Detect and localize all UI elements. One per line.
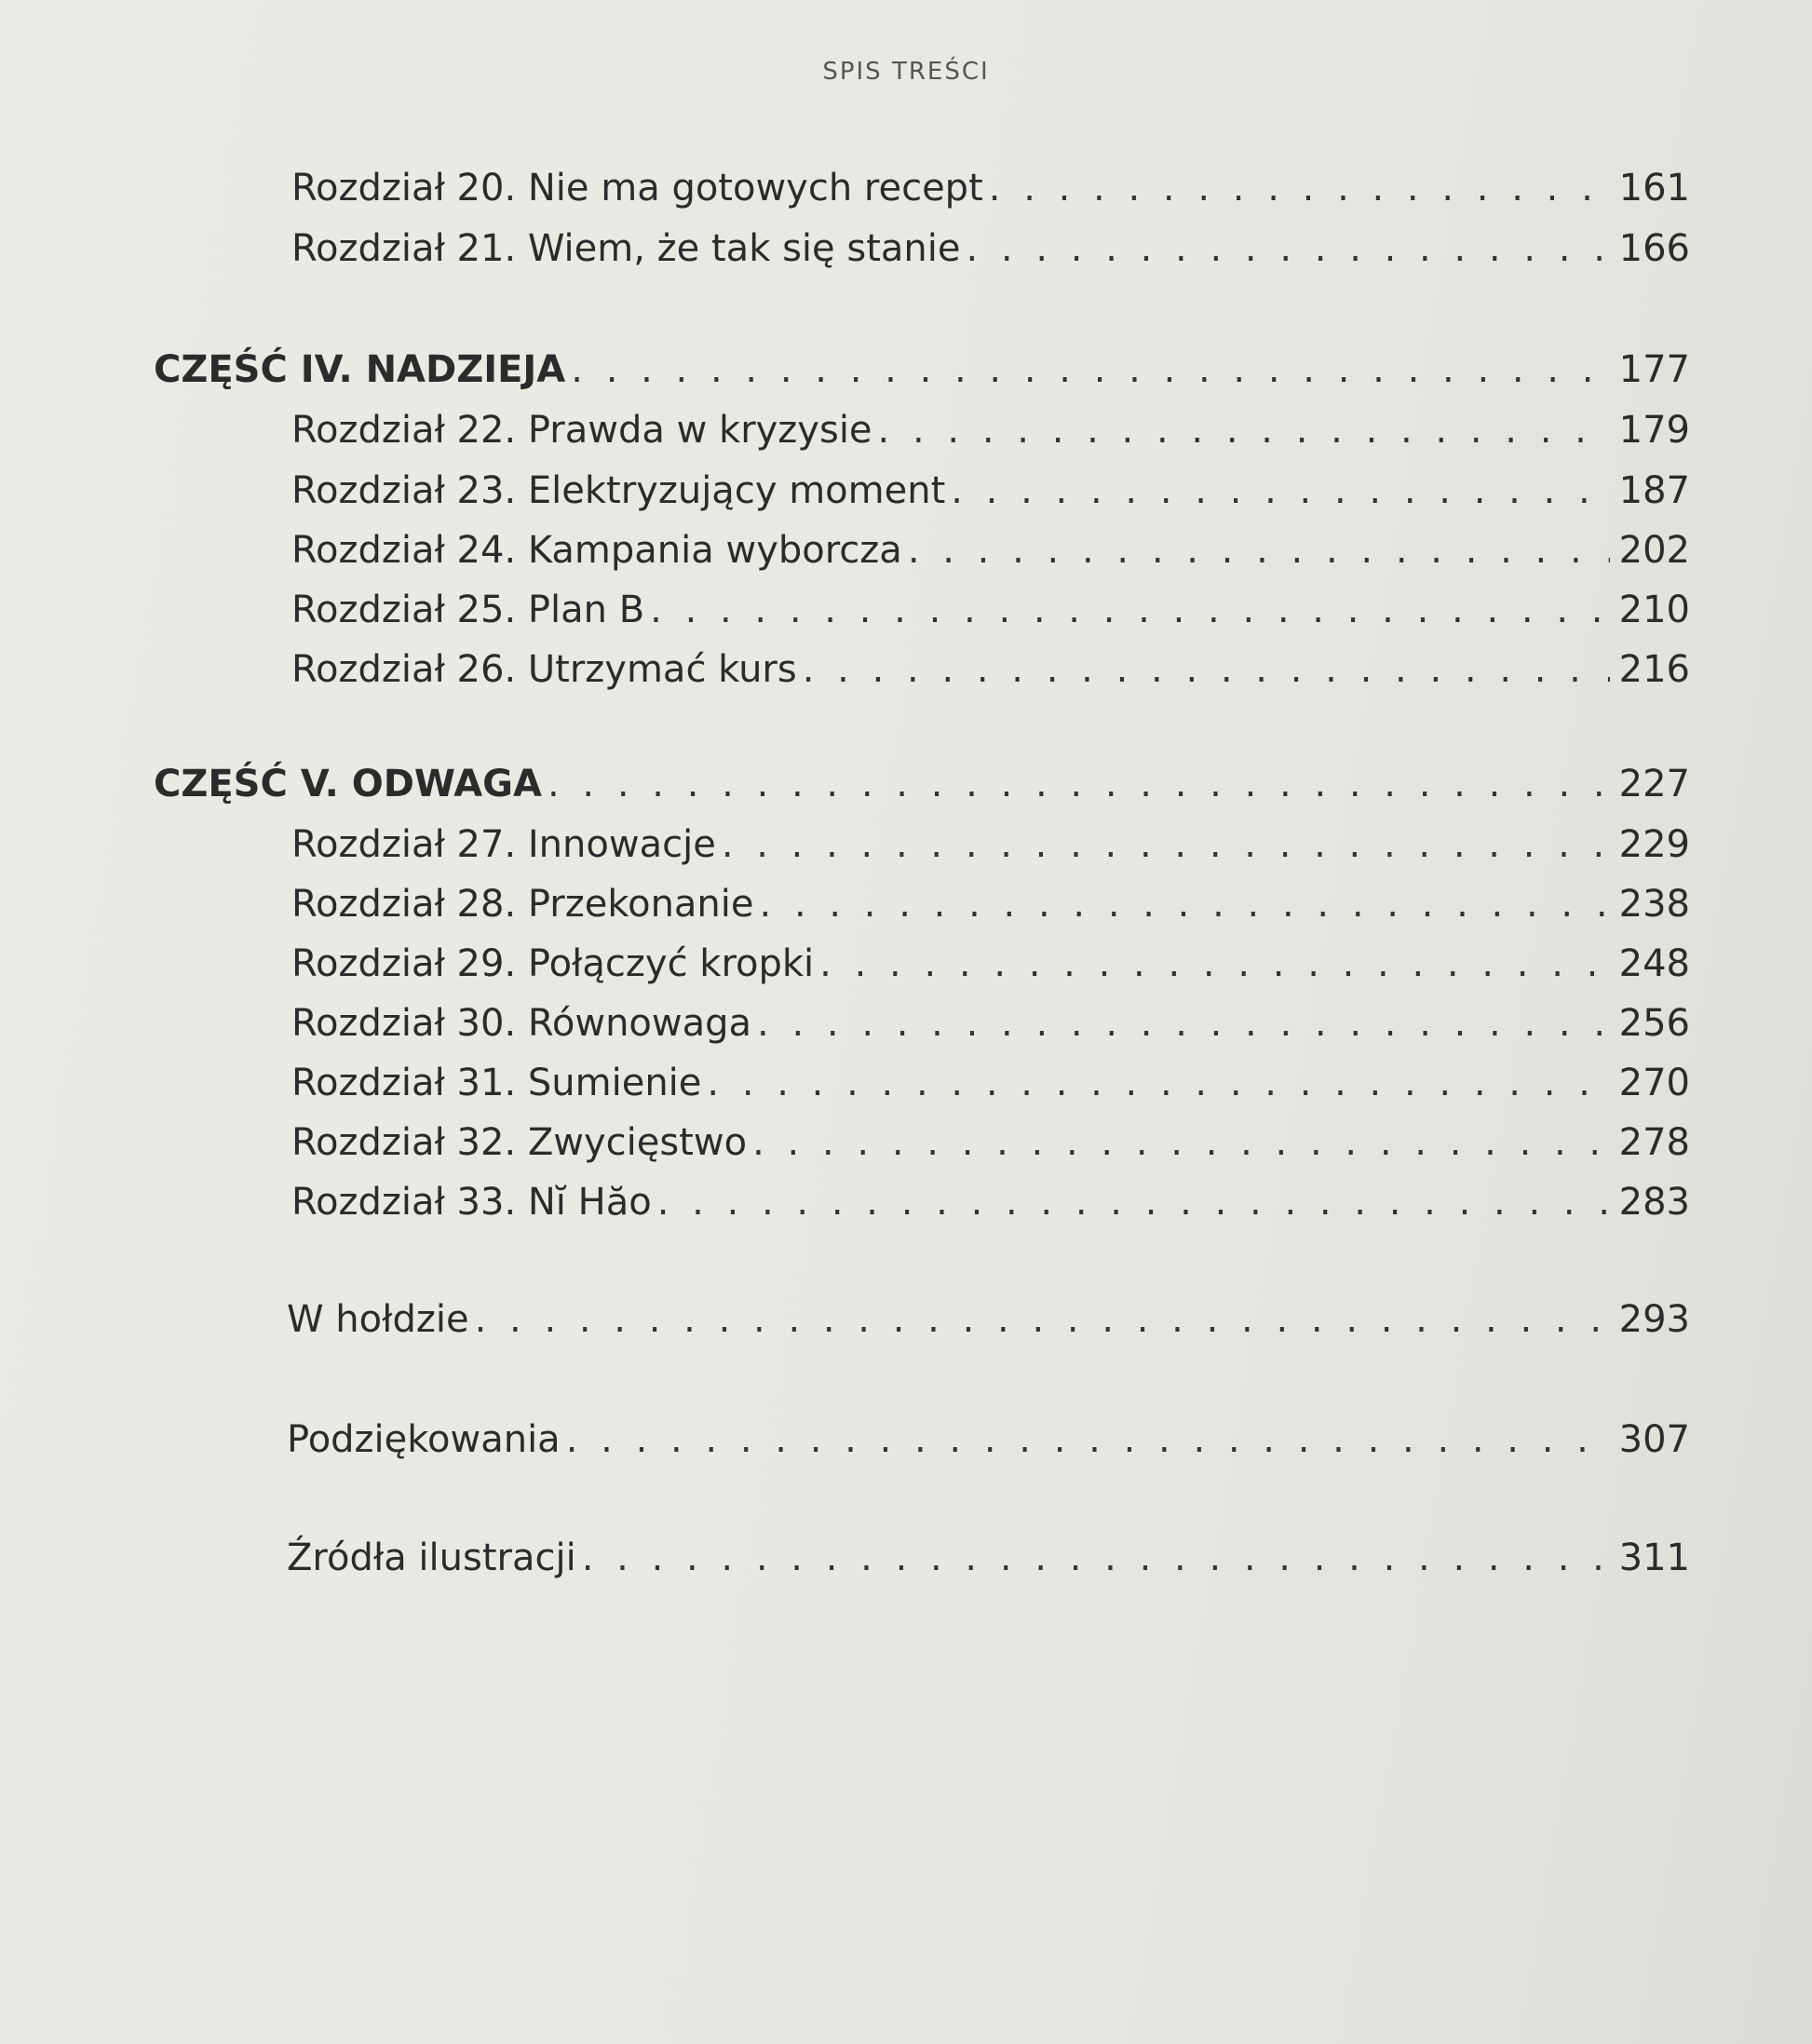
- toc-entry-chapter-28[interactable]: [291, 878, 1690, 930]
- toc-entry-page: 166: [1618, 227, 1690, 270]
- toc-entry-page: 202: [1618, 529, 1690, 572]
- toc-entry-title: Rozdział 21. Wiem, że tak się stanie: [291, 227, 961, 270]
- toc-entry-title: Rozdział 31. Sumienie: [291, 1062, 702, 1104]
- toc-entry-title: Rozdział 27. Innowacje: [291, 823, 716, 866]
- toc-entry-title: Rozdział 23. Elektryzujący moment: [291, 469, 946, 512]
- toc-entry-title: CZĘŚĆ IV. NADZIEJA: [154, 348, 566, 391]
- dot-leader: [819, 938, 1610, 990]
- toc-entry-title: Rozdział 20. Nie ma gotowych recept: [291, 167, 983, 210]
- toc-entry-page: 177: [1618, 348, 1690, 391]
- dot-leader: [752, 1117, 1610, 1169]
- dot-leader: [707, 1057, 1610, 1109]
- toc-entry-page: 311: [1618, 1536, 1690, 1579]
- dot-leader: [548, 758, 1610, 810]
- toc-entry-title: W hołdzie: [287, 1298, 469, 1341]
- toc-entry-page: 187: [1618, 469, 1690, 512]
- dot-leader: [878, 404, 1610, 456]
- toc-entry-chapter-30[interactable]: [291, 997, 1690, 1049]
- toc-entry-chapter-33[interactable]: [291, 1176, 1690, 1228]
- dot-leader: [566, 1414, 1610, 1466]
- toc-entry-chapter-22[interactable]: [291, 404, 1690, 456]
- toc-entry-tribute[interactable]: [287, 1293, 1690, 1346]
- dot-leader: [803, 643, 1610, 696]
- toc-entry-chapter-26[interactable]: [291, 643, 1690, 696]
- toc-entry-title: Rozdział 30. Równowaga: [291, 1002, 752, 1045]
- toc-entry-chapter-23[interactable]: [291, 465, 1690, 517]
- toc-entry-chapter-27[interactable]: [291, 819, 1690, 871]
- toc-entry-title: Źródła ilustracji: [287, 1536, 576, 1579]
- toc-entry-title: Podziękowania: [287, 1418, 561, 1461]
- toc-entry-title: Rozdział 22. Prawda w kryzysie: [291, 409, 872, 452]
- toc-entry-chapter-31[interactable]: [291, 1057, 1690, 1109]
- toc-entry-page: 307: [1618, 1418, 1690, 1461]
- toc-entry-page: 238: [1618, 883, 1690, 926]
- toc-entry-title: CZĘŚĆ V. ODWAGA: [154, 763, 542, 805]
- toc-entry-title: Rozdział 24. Kampania wyborcza: [291, 529, 902, 572]
- dot-leader: [571, 344, 1610, 396]
- toc-entry-chapter-25[interactable]: [291, 584, 1690, 636]
- dot-leader: [757, 997, 1610, 1049]
- toc-entry-page: 227: [1618, 763, 1690, 805]
- dot-leader: [760, 878, 1610, 930]
- toc-entry-chapter-24[interactable]: [291, 524, 1690, 576]
- toc-entry-page: 161: [1618, 167, 1690, 210]
- toc-entry-title: Rozdział 25. Plan B: [291, 589, 645, 631]
- toc-entry-chapter-32[interactable]: [291, 1117, 1690, 1169]
- dot-leader: [951, 465, 1610, 517]
- toc-entry-title: Rozdział 32. Zwycięstwo: [291, 1121, 748, 1164]
- toc-entry-title: Rozdział 29. Połączyć kropki: [291, 942, 815, 985]
- toc-entry-chapter-21[interactable]: [291, 223, 1690, 275]
- dot-leader: [475, 1293, 1610, 1346]
- toc-entry-page: 216: [1618, 648, 1690, 691]
- toc-entry-part-5[interactable]: [154, 758, 1690, 810]
- toc-entry-page: 256: [1618, 1002, 1690, 1045]
- toc-entry-page: 270: [1618, 1062, 1690, 1104]
- dot-leader: [722, 819, 1610, 871]
- toc-entry-title: Rozdział 28. Przekonanie: [291, 883, 754, 926]
- toc-entry-page: 283: [1618, 1181, 1690, 1224]
- toc-entry-acknowledgements[interactable]: [287, 1414, 1690, 1466]
- toc-entry-chapter-20[interactable]: [291, 162, 1690, 214]
- toc-entry-chapter-29[interactable]: [291, 938, 1690, 990]
- toc-entry-page: 248: [1618, 942, 1690, 985]
- toc-entry-part-4[interactable]: [154, 344, 1690, 396]
- dot-leader: [966, 223, 1610, 275]
- toc-entry-title: Rozdział 26. Utrzymać kurs: [291, 648, 797, 691]
- toc-entry-illustration-sources[interactable]: [287, 1532, 1690, 1584]
- toc-entry-page: 229: [1618, 823, 1690, 866]
- dot-leader: [657, 1176, 1610, 1228]
- toc-entry-page: 210: [1618, 589, 1690, 631]
- dot-leader: [650, 584, 1610, 636]
- toc-entry-title: Rozdział 33. Nĭ Hăo: [291, 1181, 652, 1224]
- toc-entry-page: 278: [1618, 1121, 1690, 1164]
- toc-entry-page: 179: [1618, 409, 1690, 452]
- dot-leader: [582, 1532, 1610, 1584]
- dot-leader: [989, 162, 1610, 214]
- running-head: SPIS TREŚCI: [822, 58, 990, 86]
- toc-entry-page: 293: [1618, 1298, 1690, 1341]
- dot-leader: [908, 524, 1610, 576]
